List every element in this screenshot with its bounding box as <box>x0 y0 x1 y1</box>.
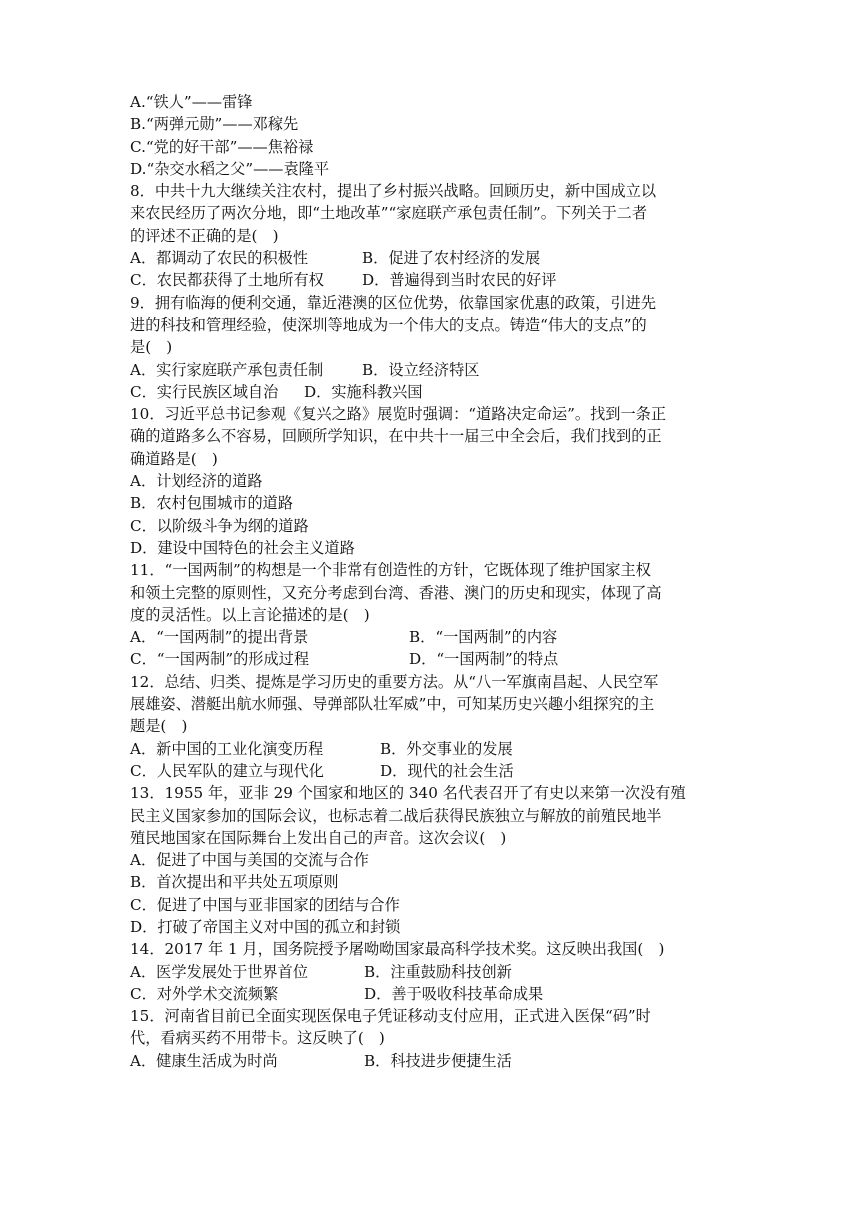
option-left: C．对外学术交流频繁 <box>130 984 279 1003</box>
text-line: 确的道路多么不容易，回顾所学知识，在中共十一届三中全会后，我们找到的正 <box>130 427 662 446</box>
option-left: A．健康生活成为时尚 <box>130 1051 278 1070</box>
option-right: B．注重鼓励科技创新 <box>364 962 512 981</box>
text-line: 是( ) <box>130 338 173 357</box>
option-left: A．实行家庭联产承包责任制 <box>130 360 324 379</box>
text-line: B．首次提出和平共处五项原则 <box>130 873 339 892</box>
option-right: B．促进了农村经济的发展 <box>362 249 541 268</box>
text-line: B．农村包围城市的道路 <box>130 494 294 513</box>
text-line: 10．习近平总书记参观《复兴之路》展览时强调：“道路决定命运”。找到一条正 <box>130 405 667 424</box>
option-right: B．“一国两制”的内容 <box>409 628 558 647</box>
text-line: 确道路是( ) <box>130 449 218 468</box>
text-line: 15．河南省目前已全面实现医保电子凭证移动支付应用，正式进入医保“码”时 <box>130 1007 651 1026</box>
text-line: 和领土完整的原则性，又充分考虑到台湾、香港、澳门的历史和现实，体现了高 <box>130 583 662 602</box>
text-line: B.“两弹元勋”——邓稼先 <box>130 115 299 134</box>
option-left: A．医学发展处于世界首位 <box>130 962 309 981</box>
option-row <box>130 269 735 291</box>
option-right: D．善于吸收科技革命成果 <box>364 984 544 1003</box>
option-row <box>130 648 735 670</box>
text-line: 的评述不正确的是( ) <box>130 226 279 245</box>
text-line: 度的灵活性。以上言论描述的是( ) <box>130 605 370 624</box>
text-line: 9．拥有临海的便利交通，靠近港澳的区位优势，依靠国家优惠的政策，引进先 <box>130 293 657 312</box>
text-line: A．计划经济的道路 <box>130 472 263 491</box>
text-line: 8．中共十九大继续关注农村，提出了乡村振兴战略。回顾历史，新中国成立以 <box>130 182 657 201</box>
text-line: C.“党的好干部”——焦裕禄 <box>130 137 314 156</box>
option-row <box>130 381 735 403</box>
text-line: C．以阶级斗争为纲的道路 <box>130 516 309 535</box>
option-left: A．都调动了农民的积极性 <box>130 249 309 268</box>
option-row <box>130 626 735 648</box>
text-line: 13．1955 年，亚非 29 个国家和地区的 340 名代表召开了有史以来第一次没有殖 <box>130 784 686 803</box>
text-line: C．促进了中国与亚非国家的团结与合作 <box>130 895 400 914</box>
text-line: 民主义国家参加的国际会议，也标志着二战后获得民族独立与解放的前殖民地半 <box>130 806 662 825</box>
option-row <box>130 247 735 269</box>
option-left: A．新中国的工业化演变历程 <box>130 739 324 758</box>
text-line: D．打破了帝国主义对中国的孤立和封锁 <box>130 917 401 936</box>
option-left: C．“一国两制”的形成过程 <box>130 650 310 669</box>
text-line: 12．总结、归类、提炼是学习历史的重要方法。从“八一军旗南昌起、人民空军 <box>130 672 659 691</box>
option-right: B．科技进步便捷生活 <box>364 1051 512 1070</box>
option-row <box>130 983 735 1005</box>
exam-page <box>130 91 735 1072</box>
option-row <box>130 738 735 760</box>
text-line: 14．2017 年 1 月，国务院授予屠呦呦国家最高科学技术奖。这反映出我国( ) <box>130 940 665 959</box>
option-row <box>130 359 735 381</box>
option-right: D．现代的社会生活 <box>380 761 514 780</box>
text-line: 进的科技和管理经验，使深圳等地成为一个伟大的支点。铸造“伟大的支点”的 <box>130 315 647 334</box>
option-right: D．普遍得到当时农民的好评 <box>362 271 557 290</box>
text-line: 题是( ) <box>130 717 188 736</box>
option-left: C．实行民族区域自治 <box>130 382 279 401</box>
text-line: A．促进了中国与美国的交流与合作 <box>130 851 369 870</box>
text-line: 殖民地国家在国际舞台上发出自己的声音。这次会议( ) <box>130 828 507 847</box>
text-line: 代，看病买药不用带卡。这反映了( ) <box>130 1029 385 1048</box>
option-row <box>130 1050 735 1072</box>
option-right: B．设立经济特区 <box>362 360 480 379</box>
option-right: D．“一国两制”的特点 <box>409 650 559 669</box>
option-right: D．实施科教兴国 <box>304 382 423 401</box>
option-left: C．人民军队的建立与现代化 <box>130 761 324 780</box>
text-line: A.“铁人”——雷锋 <box>130 93 253 111</box>
option-right: B．外交事业的发展 <box>380 739 513 758</box>
option-left: A．“一国两制”的提出背景 <box>130 628 309 647</box>
text-line: D．建设中国特色的社会主义道路 <box>130 538 355 557</box>
option-left: C．农民都获得了土地所有权 <box>130 271 324 290</box>
option-row <box>130 961 735 983</box>
option-row <box>130 760 735 782</box>
text-line: 来农民经历了两次分地，即“土地改革”“家庭联产承包责任制”。下列关于二者 <box>130 204 648 223</box>
text-line: 11．“一国两制”的构想是一个非常有创造性的方针，它既体现了维护国家主权 <box>130 561 651 580</box>
text-line: 展雄姿、潜艇出航水师强、导弹部队壮军威”中，可知某历史兴趣小组探究的主 <box>130 695 655 714</box>
text-line: D.“杂交水稻之父”——袁隆平 <box>130 159 330 178</box>
